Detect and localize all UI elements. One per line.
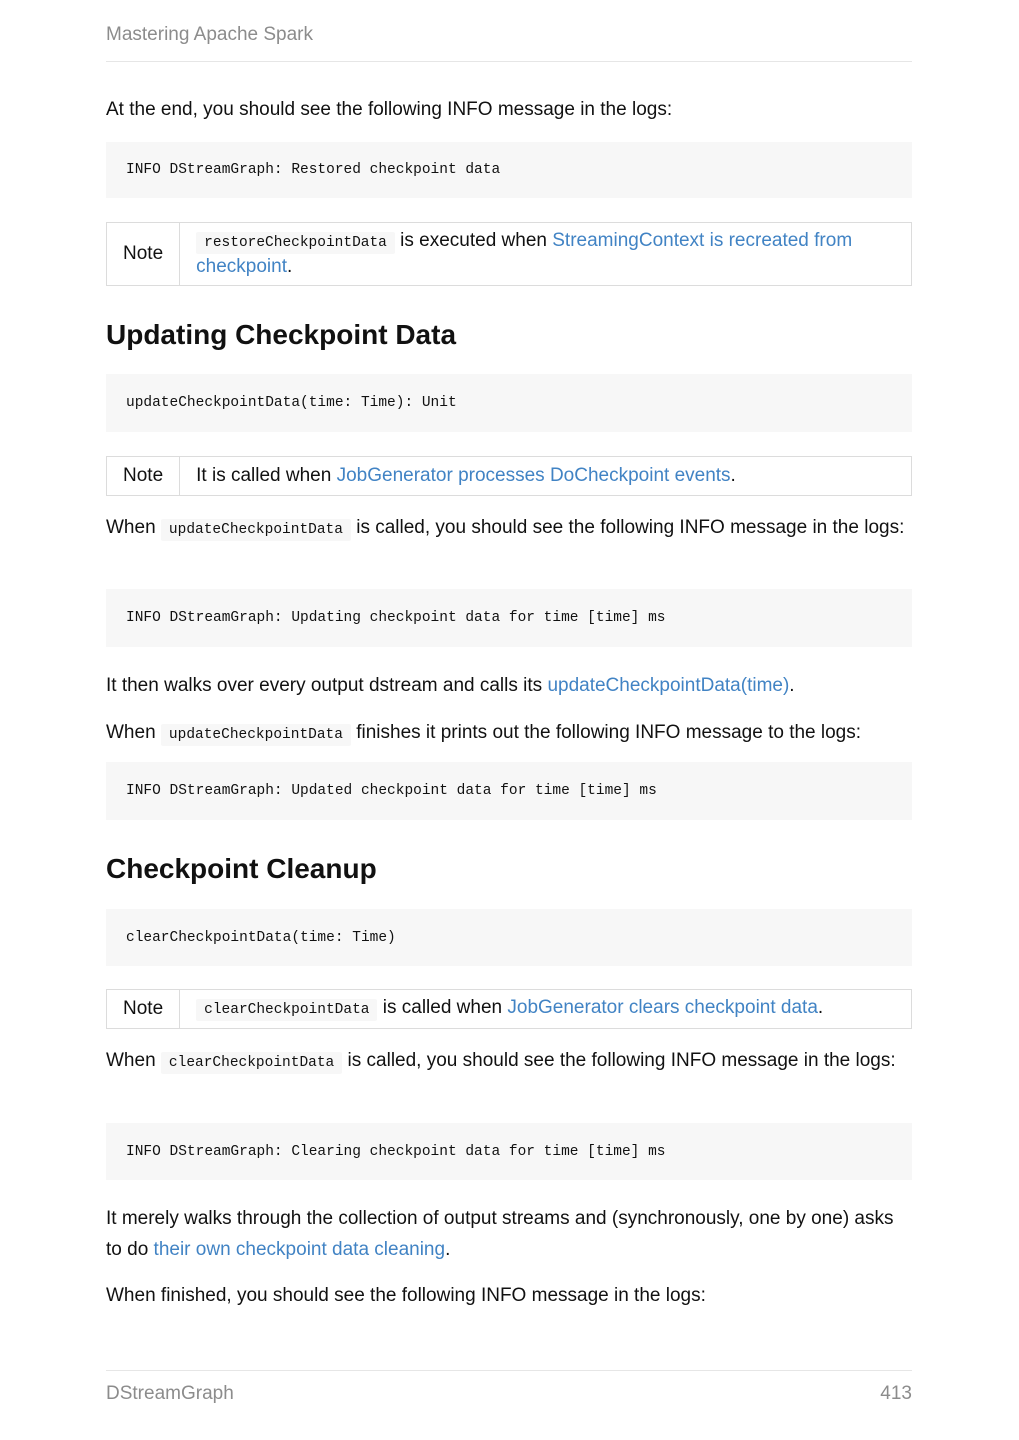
paragraph: When updateCheckpointData is called, you should see the following INFO message in the logs: <box>106 512 912 546</box>
code-text: INFO DStreamGraph: Restored checkpoint data <box>126 162 501 178</box>
code-block <box>106 762 912 820</box>
code-text: INFO DStreamGraph: Updating checkpoint data for time [time] ms <box>126 610 666 626</box>
code-block <box>106 909 912 966</box>
page-header <box>106 24 912 62</box>
code-text: clearCheckpointData(time: Time) <box>126 929 396 946</box>
paragraph: It then walks over every output dstream and calls its updateCheckpointData(time). <box>106 675 795 696</box>
code-text: INFO DStreamGraph: Clearing checkpoint data for time [time] ms <box>126 1143 666 1160</box>
code-text: INFO DStreamGraph: Updated checkpoint data for time [time] ms <box>126 783 657 799</box>
inline-code: updateCheckpointData <box>161 519 351 541</box>
note-label: Note <box>107 457 180 495</box>
inline-code: clearCheckpointData <box>161 1052 342 1074</box>
page-number: 413 <box>880 1383 912 1404</box>
jobgenerator-docheckpoint-link[interactable]: JobGenerator processes DoCheckpoint events <box>336 465 731 486</box>
section-heading: Updating Checkpoint Data <box>106 319 457 350</box>
checkpoint-data-cleaning-link[interactable]: their own checkpoint data cleaning <box>153 1239 446 1260</box>
note-body: clearCheckpointData is called when JobGenerator clears checkpoint data. <box>180 990 839 1028</box>
paragraph: At the end, you should see the following INFO message in the logs: <box>106 99 673 120</box>
updatecheckpointdata-link[interactable]: updateCheckpointData(time) <box>547 675 790 696</box>
note-body: It is called when JobGenerator processes DoCheckpoint events. <box>196 465 736 486</box>
note-box <box>106 989 912 1029</box>
code-block <box>106 374 912 432</box>
inline-code: restoreCheckpointData <box>196 232 395 254</box>
note-text: is executed when <box>394 230 553 251</box>
note-text: is called when <box>377 997 508 1018</box>
code-block <box>106 589 912 647</box>
inline-code: updateCheckpointData <box>161 724 351 746</box>
paragraph: When clearCheckpointData is called, you should see the following INFO message in the logs: <box>106 1045 912 1079</box>
note-text: It is called when <box>196 465 337 486</box>
section-heading: Checkpoint Cleanup <box>106 853 377 884</box>
streamingcontext-recreated-link[interactable]: StreamingContext is recreated from checkpoint <box>196 230 853 277</box>
jobgenerator-clears-checkpoint-link[interactable]: JobGenerator clears checkpoint data <box>507 997 818 1018</box>
code-block <box>106 142 912 198</box>
book-title: Mastering Apache Spark <box>106 24 314 45</box>
page-footer <box>106 1370 912 1405</box>
footer-section: DStreamGraph <box>106 1383 234 1404</box>
code-text: updateCheckpointData(time: Time): Unit <box>126 395 457 411</box>
code-block <box>106 1123 912 1180</box>
note-body: restoreCheckpointData is executed when StreamingContext is recreated from checkpoint. <box>196 230 853 277</box>
paragraph: When finished, you should see the following INFO message in the logs: <box>106 1285 706 1306</box>
note-label: Note <box>107 223 180 285</box>
inline-code: clearCheckpointData <box>196 999 377 1021</box>
paragraph: When updateCheckpointData finishes it prints out the following INFO message to the logs: <box>106 717 912 751</box>
note-box <box>106 456 912 496</box>
note-label: Note <box>107 990 180 1028</box>
paragraph: It merely walks through the collection of output streams and (synchronously, one by one) asks to do their own checkpoint data cleaning. <box>106 1208 894 1260</box>
note-box <box>106 222 912 286</box>
